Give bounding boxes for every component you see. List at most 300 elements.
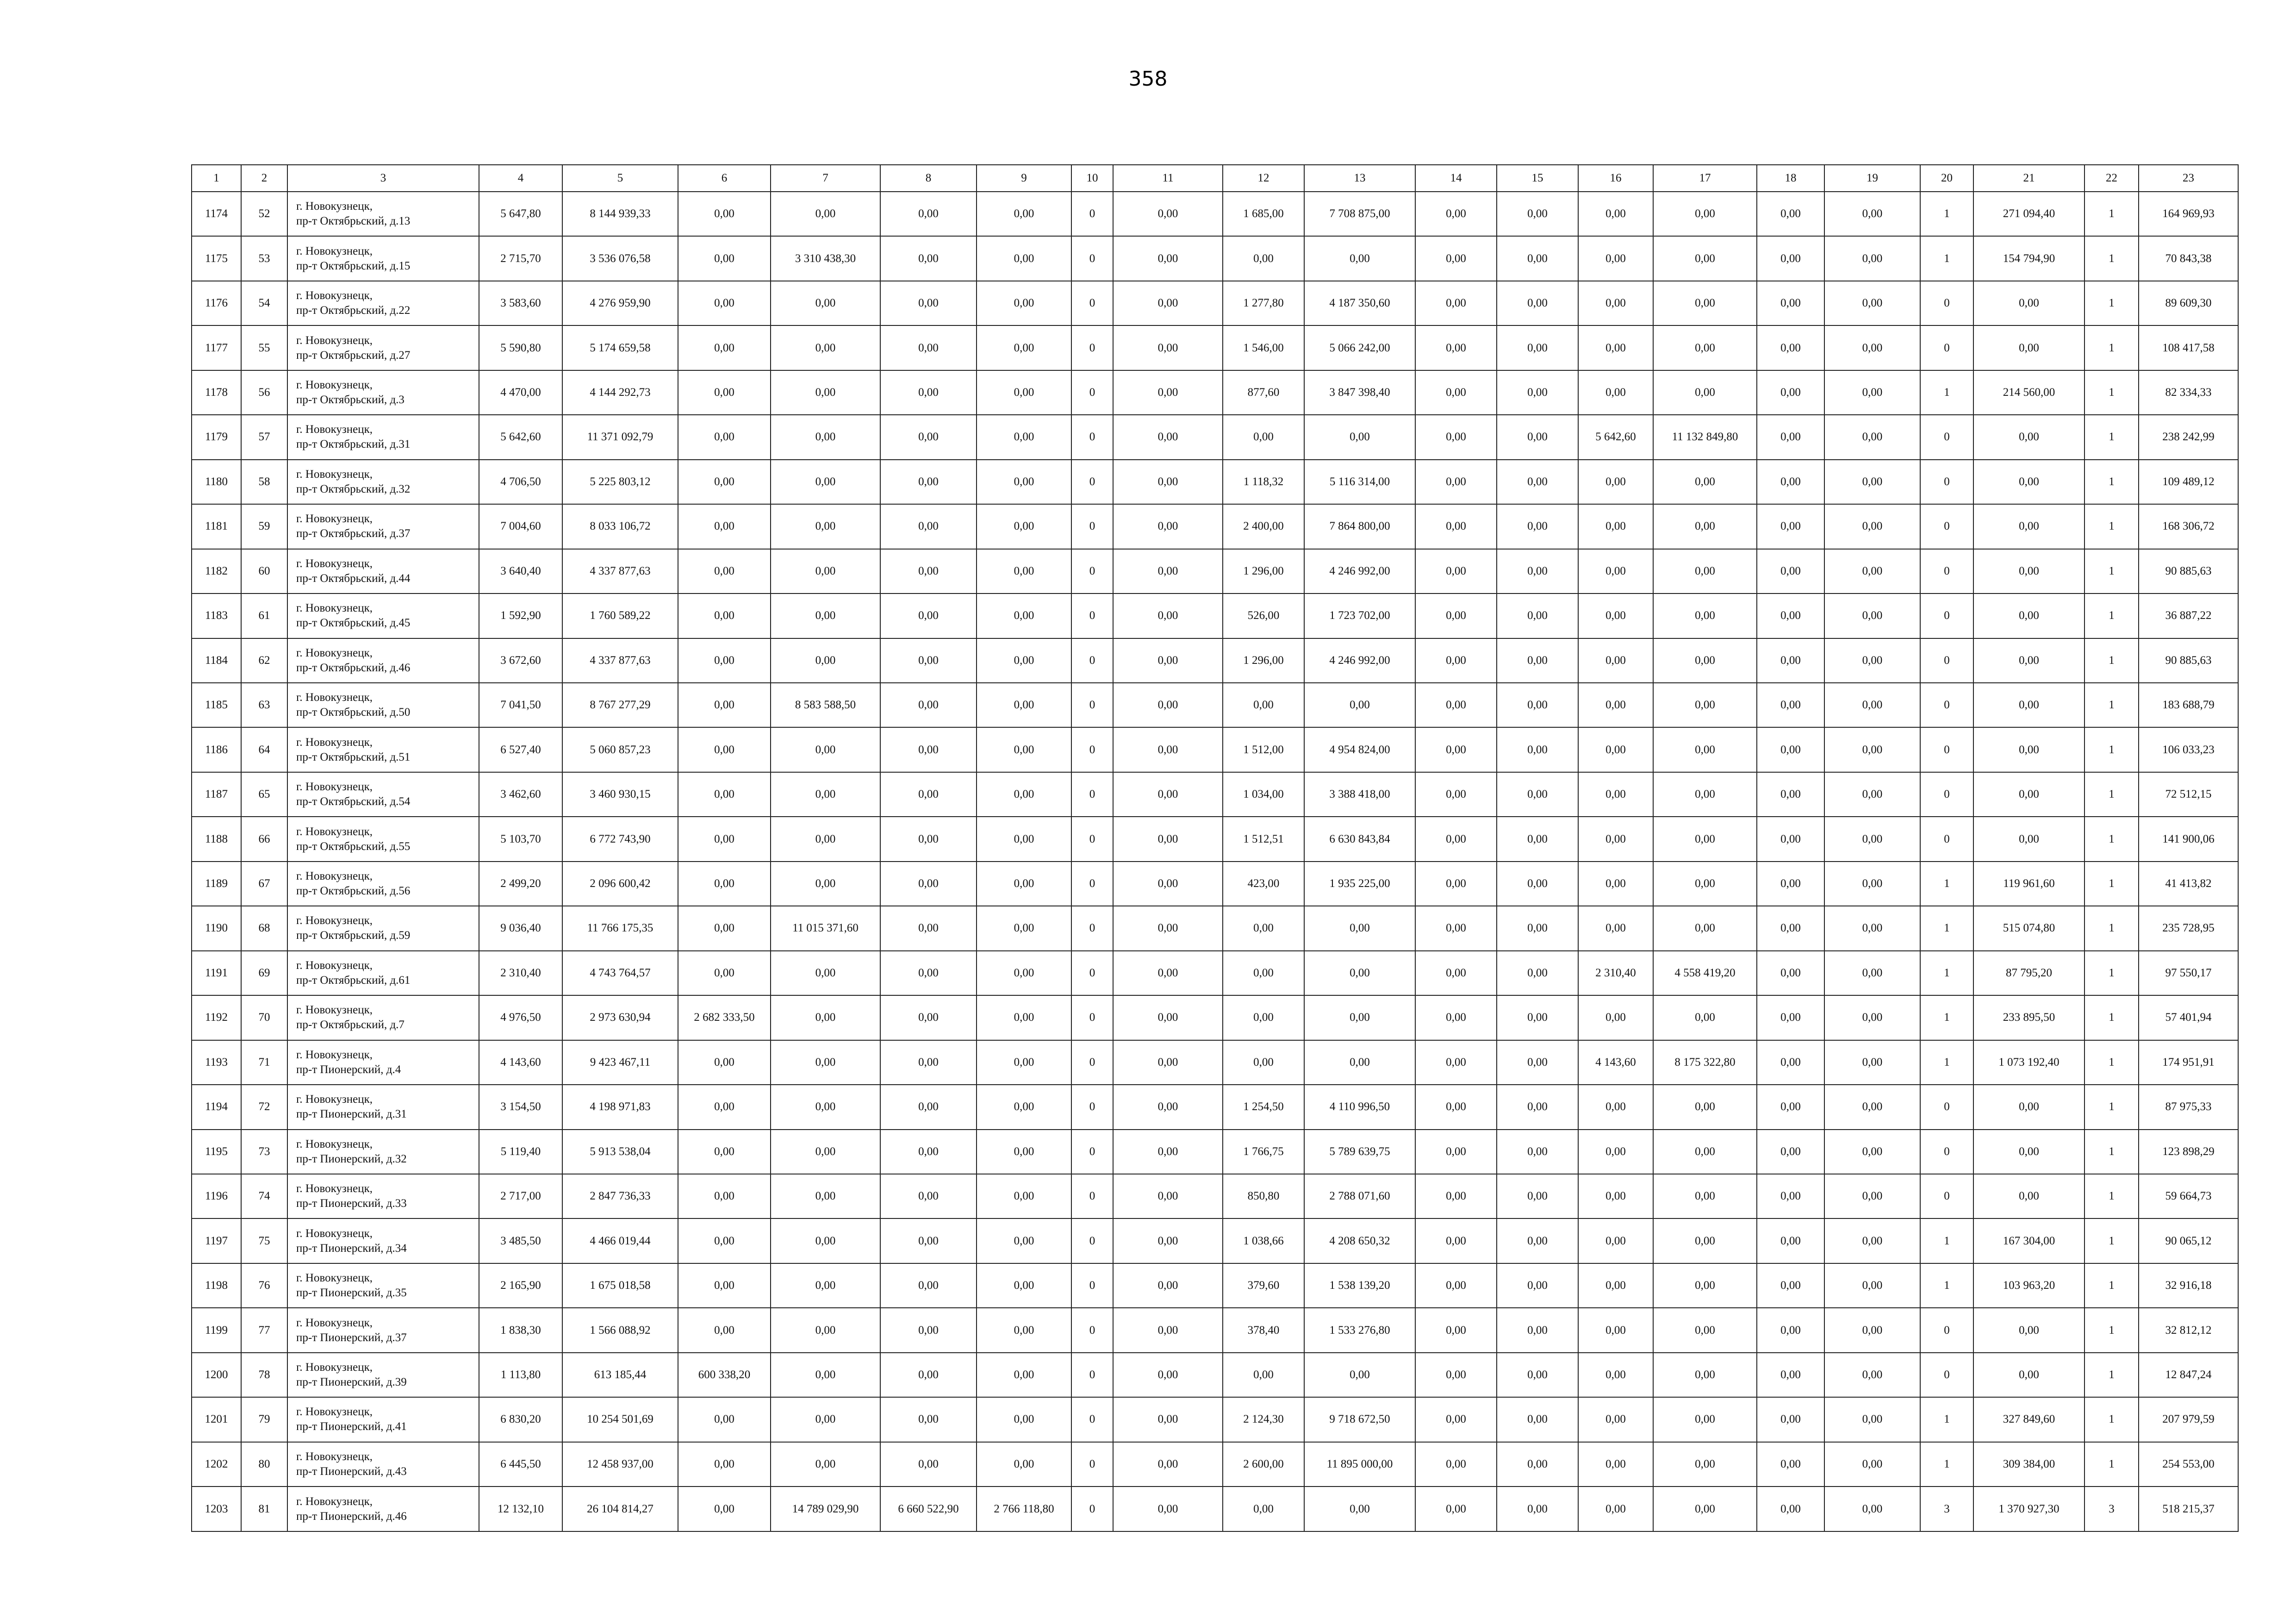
address-city: г. Новокузнецк, [296,959,373,972]
cell-col-15: 0,00 [1497,995,1578,1040]
page-number: 358 [1128,67,1168,91]
cell-col-17: 0,00 [1653,236,1757,281]
cell-col-22: 1 [2084,817,2139,861]
cell-col-15: 0,00 [1497,906,1578,950]
cell-col-21: 0,00 [1973,1308,2084,1352]
cell-col-21: 0,00 [1973,1085,2084,1129]
cell-col-8: 0,00 [880,1174,977,1218]
cell-col-18: 0,00 [1757,1442,1824,1487]
cell-col-17: 0,00 [1653,1130,1757,1174]
cell-col-16: 0,00 [1578,683,1653,727]
cell-col-9: 0,00 [977,1442,1071,1487]
address-street: пр-т Октябрьский, д.13 [296,215,411,228]
cell-col-15: 0,00 [1497,817,1578,861]
cell-col-10: 0 [1071,638,1113,683]
cell-col-21: 154 794,90 [1973,236,2084,281]
cell-col-8: 0,00 [880,1263,977,1308]
cell-col-12: 1 512,00 [1223,727,1304,772]
cell-col-9: 0,00 [977,995,1071,1040]
cell-col-1: 1178 [192,370,241,415]
cell-col-10: 0 [1071,951,1113,995]
cell-col-23: 123 898,29 [2139,1130,2238,1174]
cell-col-17: 0,00 [1653,906,1757,950]
address-street: пр-т Октябрьский, д.55 [296,840,411,853]
cell-col-17: 0,00 [1653,1353,1757,1397]
address-city: г. Новокузнецк, [296,781,373,793]
cell-col-12: 0,00 [1223,683,1304,727]
cell-col-11: 0,00 [1113,504,1223,549]
cell-col-18: 0,00 [1757,1218,1824,1263]
cell-col-13: 4 187 350,60 [1304,281,1415,325]
cell-col-9: 0,00 [977,460,1071,504]
cell-col-18: 0,00 [1757,906,1824,950]
cell-col-14: 0,00 [1415,325,1497,370]
cell-col-9: 0,00 [977,1263,1071,1308]
cell-col-8: 0,00 [880,817,977,861]
cell-col-11: 0,00 [1113,415,1223,459]
cell-col-10: 0 [1071,460,1113,504]
cell-col-2: 55 [241,325,287,370]
address-cell [287,683,479,727]
cell-col-6: 0,00 [678,1263,771,1308]
cell-col-15: 0,00 [1497,1218,1578,1263]
cell-col-4: 5 647,80 [479,192,562,236]
cell-col-23: 518 215,37 [2139,1487,2238,1531]
cell-col-4: 3 154,50 [479,1085,562,1129]
cell-col-16: 2 310,40 [1578,951,1653,995]
cell-col-9: 0,00 [977,727,1071,772]
cell-col-2: 80 [241,1442,287,1487]
cell-col-13: 4 246 992,00 [1304,549,1415,593]
cell-col-15: 0,00 [1497,1263,1578,1308]
cell-col-22: 1 [2084,460,2139,504]
table-row [192,370,2238,415]
address-city: г. Новокузнецк, [296,1361,373,1374]
cell-col-23: 89 609,30 [2139,281,2238,325]
column-header-14: 14 [1415,165,1497,192]
cell-col-14: 0,00 [1415,862,1497,906]
cell-col-10: 0 [1071,1397,1113,1442]
cell-col-10: 0 [1071,1263,1113,1308]
cell-col-18: 0,00 [1757,281,1824,325]
cell-col-12: 1 277,80 [1223,281,1304,325]
cell-col-10: 0 [1071,415,1113,459]
cell-col-9: 0,00 [977,862,1071,906]
cell-col-5: 9 423 467,11 [562,1040,678,1085]
cell-col-17: 0,00 [1653,593,1757,638]
cell-col-7: 14 789 029,90 [771,1487,880,1531]
cell-col-17: 0,00 [1653,192,1757,236]
address-city: г. Новокузнецк, [296,244,373,257]
cell-col-5: 1 760 589,22 [562,593,678,638]
column-header-2: 2 [241,165,287,192]
cell-col-6: 0,00 [678,862,771,906]
cell-col-21: 1 370 927,30 [1973,1487,2084,1531]
cell-col-20: 0 [1920,638,1973,683]
cell-col-14: 0,00 [1415,951,1497,995]
cell-col-21: 0,00 [1973,1174,2084,1218]
cell-col-4: 3 672,60 [479,638,562,683]
table-row [192,549,2238,593]
cell-col-13: 0,00 [1304,995,1415,1040]
cell-col-12: 1 512,51 [1223,817,1304,861]
cell-col-18: 0,00 [1757,683,1824,727]
cell-col-1: 1175 [192,236,241,281]
cell-col-1: 1194 [192,1085,241,1129]
table-row [192,1040,2238,1085]
cell-col-9: 0,00 [977,504,1071,549]
cell-col-4: 4 470,00 [479,370,562,415]
cell-col-2: 68 [241,906,287,950]
cell-col-1: 1202 [192,1442,241,1487]
cell-col-15: 0,00 [1497,1040,1578,1085]
cell-col-4: 9 036,40 [479,906,562,950]
cell-col-5: 4 337 877,63 [562,638,678,683]
cell-col-23: 82 334,33 [2139,370,2238,415]
cell-col-20: 0 [1920,772,1973,817]
cell-col-11: 0,00 [1113,995,1223,1040]
cell-col-16: 0,00 [1578,370,1653,415]
table-row [192,460,2238,504]
cell-col-7: 0,00 [771,593,880,638]
cell-col-16: 0,00 [1578,862,1653,906]
cell-col-23: 41 413,82 [2139,862,2238,906]
cell-col-21: 0,00 [1973,504,2084,549]
cell-col-8: 0,00 [880,1397,977,1442]
cell-col-1: 1203 [192,1487,241,1531]
cell-col-22: 1 [2084,325,2139,370]
cell-col-5: 5 174 659,58 [562,325,678,370]
cell-col-18: 0,00 [1757,1040,1824,1085]
cell-col-11: 0,00 [1113,951,1223,995]
table-row [192,192,2238,236]
cell-col-16: 0,00 [1578,1130,1653,1174]
cell-col-6: 0,00 [678,504,771,549]
cell-col-14: 0,00 [1415,1174,1497,1218]
cell-col-20: 1 [1920,1397,1973,1442]
cell-col-4: 3 640,40 [479,549,562,593]
cell-col-20: 0 [1920,1308,1973,1352]
address-city: г. Новокузнецк, [296,557,373,570]
cell-col-11: 0,00 [1113,683,1223,727]
cell-col-7: 0,00 [771,370,880,415]
cell-col-14: 0,00 [1415,1353,1497,1397]
address-street: пр-т Пионерский, д.33 [296,1197,407,1210]
address-city: г. Новокузнецк, [296,289,373,302]
cell-col-14: 0,00 [1415,370,1497,415]
cell-col-13: 5 789 639,75 [1304,1130,1415,1174]
cell-col-5: 8 144 939,33 [562,192,678,236]
cell-col-16: 0,00 [1578,817,1653,861]
cell-col-1: 1197 [192,1218,241,1263]
cell-col-17: 0,00 [1653,370,1757,415]
cell-col-2: 76 [241,1263,287,1308]
address-street: пр-т Пионерский, д.32 [296,1152,407,1165]
cell-col-11: 0,00 [1113,638,1223,683]
cell-col-17: 11 132 849,80 [1653,415,1757,459]
cell-col-16: 0,00 [1578,1263,1653,1308]
cell-col-23: 90 065,12 [2139,1218,2238,1263]
cell-col-4: 4 976,50 [479,995,562,1040]
cell-col-8: 0,00 [880,593,977,638]
address-street: пр-т Пионерский, д.34 [296,1242,407,1255]
cell-col-9: 0,00 [977,593,1071,638]
cell-col-9: 0,00 [977,1353,1071,1397]
cell-col-12: 2 400,00 [1223,504,1304,549]
cell-col-17: 0,00 [1653,683,1757,727]
cell-col-1: 1181 [192,504,241,549]
cell-col-11: 0,00 [1113,460,1223,504]
cell-col-16: 0,00 [1578,1442,1653,1487]
cell-col-19: 0,00 [1824,460,1920,504]
cell-col-14: 0,00 [1415,415,1497,459]
cell-col-10: 0 [1071,817,1113,861]
cell-col-1: 1191 [192,951,241,995]
cell-col-7: 0,00 [771,1085,880,1129]
cell-col-19: 0,00 [1824,1487,1920,1531]
cell-col-15: 0,00 [1497,593,1578,638]
address-street: пр-т Пионерский, д.4 [296,1063,401,1076]
cell-col-15: 0,00 [1497,683,1578,727]
cell-col-21: 119 961,60 [1973,862,2084,906]
cell-col-12: 1 038,66 [1223,1218,1304,1263]
cell-col-10: 0 [1071,325,1113,370]
cell-col-1: 1180 [192,460,241,504]
column-header-17: 17 [1653,165,1757,192]
table-row [192,1174,2238,1218]
cell-col-20: 0 [1920,727,1973,772]
cell-col-22: 1 [2084,549,2139,593]
cell-col-2: 74 [241,1174,287,1218]
address-cell [287,817,479,861]
address-city: г. Новокузнецк, [296,423,373,436]
cell-col-1: 1199 [192,1308,241,1352]
cell-col-15: 0,00 [1497,862,1578,906]
cell-col-12: 1 296,00 [1223,638,1304,683]
column-header-7: 7 [771,165,880,192]
address-cell [287,460,479,504]
cell-col-11: 0,00 [1113,1263,1223,1308]
cell-col-13: 0,00 [1304,1353,1415,1397]
cell-col-17: 0,00 [1653,281,1757,325]
cell-col-8: 0,00 [880,951,977,995]
address-street: пр-т Октябрьский, д.37 [296,527,411,540]
cell-col-7: 0,00 [771,1397,880,1442]
column-header-22: 22 [2084,165,2139,192]
table-row [192,1442,2238,1487]
cell-col-13: 4 954 824,00 [1304,727,1415,772]
cell-col-16: 0,00 [1578,906,1653,950]
cell-col-5: 8 767 277,29 [562,683,678,727]
cell-col-18: 0,00 [1757,1397,1824,1442]
cell-col-5: 11 766 175,35 [562,906,678,950]
cell-col-21: 327 849,60 [1973,1397,2084,1442]
cell-col-9: 2 766 118,80 [977,1487,1071,1531]
cell-col-11: 0,00 [1113,1130,1223,1174]
column-header-1: 1 [192,165,241,192]
cell-col-16: 0,00 [1578,995,1653,1040]
cell-col-2: 71 [241,1040,287,1085]
cell-col-7: 0,00 [771,1130,880,1174]
cell-col-23: 141 900,06 [2139,817,2238,861]
address-city: г. Новокузнецк, [296,602,373,615]
cell-col-15: 0,00 [1497,1308,1578,1352]
cell-col-9: 0,00 [977,951,1071,995]
cell-col-13: 1 538 139,20 [1304,1263,1415,1308]
cell-col-1: 1193 [192,1040,241,1085]
address-cell [287,1353,479,1397]
cell-col-23: 12 847,24 [2139,1353,2238,1397]
cell-col-2: 63 [241,683,287,727]
cell-col-19: 0,00 [1824,995,1920,1040]
address-city: г. Новокузнецк, [296,870,373,883]
table-row [192,683,2238,727]
cell-col-4: 6 830,20 [479,1397,562,1442]
cell-col-14: 0,00 [1415,504,1497,549]
cell-col-8: 0,00 [880,638,977,683]
cell-col-9: 0,00 [977,370,1071,415]
cell-col-17: 0,00 [1653,638,1757,683]
cell-col-16: 5 642,60 [1578,415,1653,459]
cell-col-20: 1 [1920,192,1973,236]
cell-col-11: 0,00 [1113,1308,1223,1352]
address-street: пр-т Октябрьский, д.15 [296,259,411,272]
address-city: г. Новокузнецк, [296,1316,373,1329]
cell-col-13: 4 208 650,32 [1304,1218,1415,1263]
cell-col-18: 0,00 [1757,460,1824,504]
column-header-20: 20 [1920,165,1973,192]
cell-col-19: 0,00 [1824,1040,1920,1085]
cell-col-15: 0,00 [1497,281,1578,325]
cell-col-8: 0,00 [880,549,977,593]
cell-col-16: 4 143,60 [1578,1040,1653,1085]
address-city: г. Новокузнецк, [296,200,373,213]
cell-col-4: 3 462,60 [479,772,562,817]
table-row [192,995,2238,1040]
cell-col-20: 0 [1920,1174,1973,1218]
cell-col-5: 6 772 743,90 [562,817,678,861]
cell-col-16: 0,00 [1578,1085,1653,1129]
column-header-16: 16 [1578,165,1653,192]
cell-col-6: 0,00 [678,192,771,236]
cell-col-16: 0,00 [1578,549,1653,593]
cell-col-5: 2 973 630,94 [562,995,678,1040]
cell-col-6: 0,00 [678,593,771,638]
cell-col-1: 1201 [192,1397,241,1442]
address-city: г. Новокузнецк, [296,1405,373,1418]
cell-col-6: 0,00 [678,772,771,817]
address-cell [287,192,479,236]
cell-col-5: 2 096 600,42 [562,862,678,906]
cell-col-2: 66 [241,817,287,861]
cell-col-11: 0,00 [1113,1442,1223,1487]
cell-col-9: 0,00 [977,1130,1071,1174]
cell-col-9: 0,00 [977,1308,1071,1352]
cell-col-5: 1 675 018,58 [562,1263,678,1308]
cell-col-17: 0,00 [1653,325,1757,370]
cell-col-5: 2 847 736,33 [562,1174,678,1218]
cell-col-22: 1 [2084,638,2139,683]
cell-col-10: 0 [1071,549,1113,593]
address-cell [287,504,479,549]
cell-col-13: 1 935 225,00 [1304,862,1415,906]
address-cell [287,951,479,995]
cell-col-6: 0,00 [678,638,771,683]
cell-col-1: 1198 [192,1263,241,1308]
cell-col-21: 271 094,40 [1973,192,2084,236]
cell-col-14: 0,00 [1415,281,1497,325]
cell-col-20: 1 [1920,1442,1973,1487]
cell-col-12: 0,00 [1223,995,1304,1040]
cell-col-17: 0,00 [1653,1487,1757,1531]
cell-col-5: 5 225 803,12 [562,460,678,504]
cell-col-19: 0,00 [1824,504,1920,549]
address-street: пр-т Октябрьский, д.54 [296,795,411,808]
cell-col-14: 0,00 [1415,995,1497,1040]
cell-col-12: 1 118,32 [1223,460,1304,504]
cell-col-9: 0,00 [977,549,1071,593]
address-cell [287,1487,479,1531]
cell-col-6: 0,00 [678,727,771,772]
cell-col-23: 90 885,63 [2139,638,2238,683]
cell-col-19: 0,00 [1824,1085,1920,1129]
cell-col-5: 4 337 877,63 [562,549,678,593]
cell-col-19: 0,00 [1824,1308,1920,1352]
cell-col-19: 0,00 [1824,415,1920,459]
cell-col-18: 0,00 [1757,549,1824,593]
cell-col-15: 0,00 [1497,951,1578,995]
column-header-23: 23 [2139,165,2238,192]
table-row [192,1353,2238,1397]
cell-col-20: 0 [1920,549,1973,593]
cell-col-5: 613 185,44 [562,1353,678,1397]
cell-col-4: 5 642,60 [479,415,562,459]
cell-col-8: 0,00 [880,192,977,236]
cell-col-11: 0,00 [1113,236,1223,281]
cell-col-8: 0,00 [880,772,977,817]
cell-col-7: 0,00 [771,862,880,906]
cell-col-16: 0,00 [1578,504,1653,549]
cell-col-7: 11 015 371,60 [771,906,880,950]
cell-col-10: 0 [1071,1218,1113,1263]
cell-col-7: 0,00 [771,549,880,593]
cell-col-2: 73 [241,1130,287,1174]
cell-col-2: 64 [241,727,287,772]
cell-col-17: 0,00 [1653,862,1757,906]
cell-col-15: 0,00 [1497,1397,1578,1442]
cell-col-8: 0,00 [880,995,977,1040]
cell-col-14: 0,00 [1415,772,1497,817]
cell-col-7: 0,00 [771,192,880,236]
cell-col-16: 0,00 [1578,1174,1653,1218]
cell-col-7: 0,00 [771,1263,880,1308]
cell-col-17: 0,00 [1653,460,1757,504]
cell-col-20: 1 [1920,1263,1973,1308]
cell-col-7: 0,00 [771,1442,880,1487]
address-cell [287,281,479,325]
cell-col-1: 1179 [192,415,241,459]
cell-col-10: 0 [1071,772,1113,817]
data-table [191,164,2239,1532]
cell-col-16: 0,00 [1578,281,1653,325]
cell-col-21: 515 074,80 [1973,906,2084,950]
cell-col-7: 0,00 [771,951,880,995]
cell-col-22: 1 [2084,1442,2139,1487]
address-city: г. Новокузнецк, [296,1004,373,1017]
cell-col-10: 0 [1071,1130,1113,1174]
cell-col-8: 0,00 [880,683,977,727]
cell-col-20: 0 [1920,1353,1973,1397]
